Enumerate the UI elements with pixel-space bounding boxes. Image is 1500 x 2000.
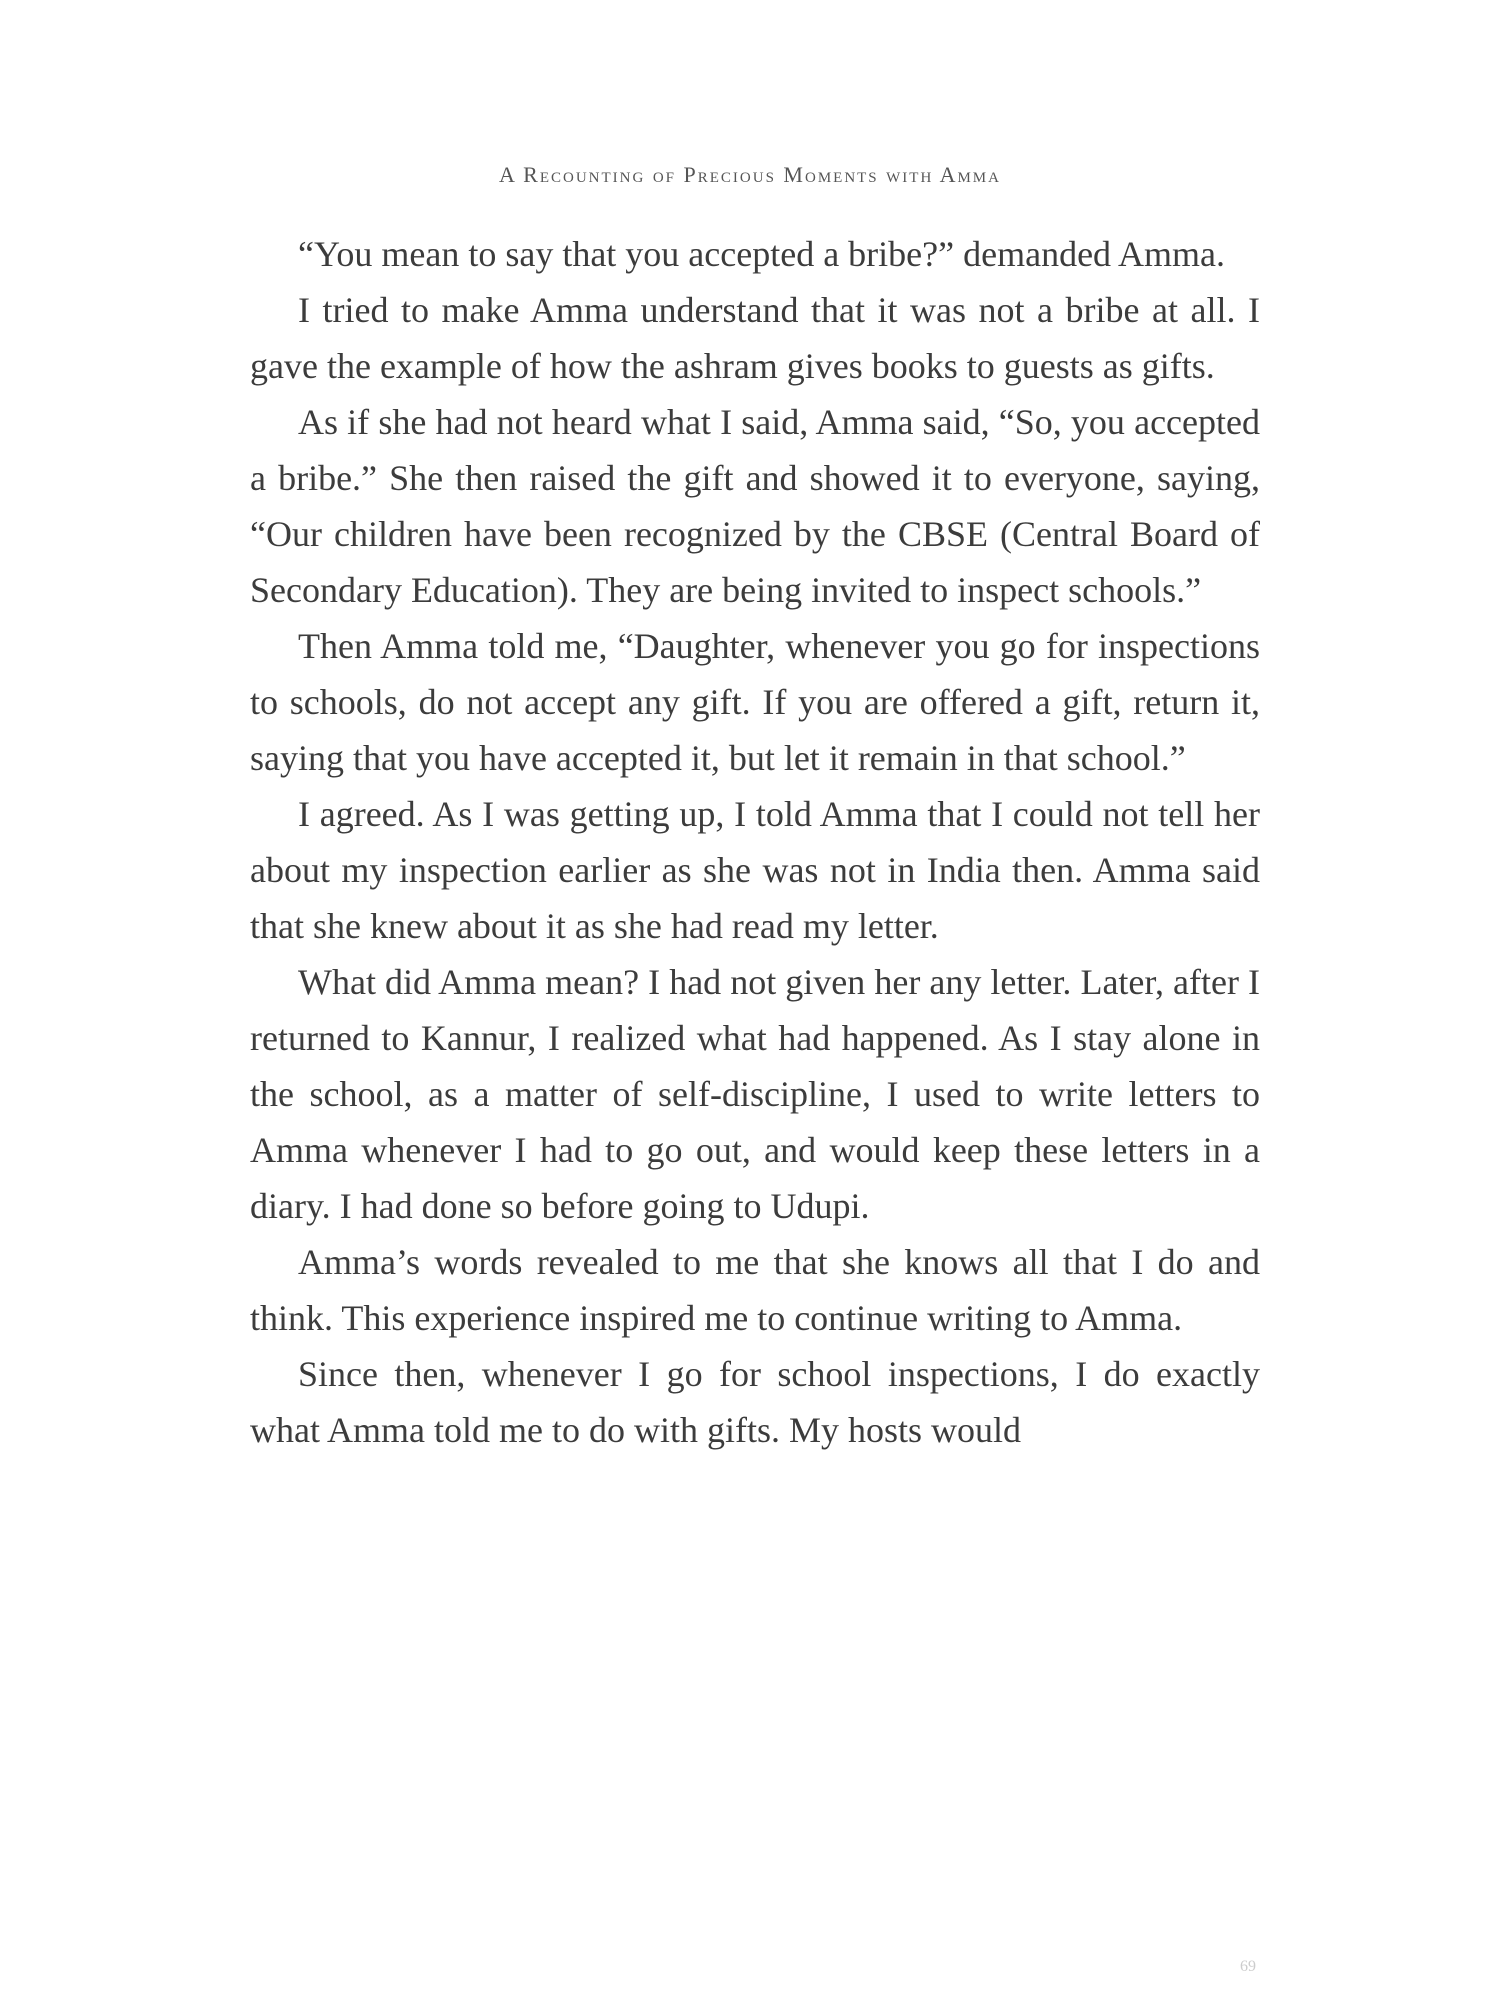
body-text bbox=[250, 226, 1260, 1458]
page-number: 69 bbox=[1240, 1958, 1256, 1975]
paragraph-4: Then Amma told me, “Daughter, whenever you go for inspections to schools, do not accept any gift. If you are offered a gift, return it, saying that you have accepted it, but let it remain in that school.” bbox=[250, 626, 1260, 778]
paragraph-2: I tried to make Amma understand that it was not a bribe at all. I gave the example of how the ashram gives books to guests as gifts. bbox=[250, 290, 1260, 386]
running-header: A Recounting of Precious Moments with Amma bbox=[499, 162, 1001, 187]
paragraph-5: I agreed. As I was getting up, I told Amma that I could not tell her about my inspection earlier as she was not in India then. Amma said that she knew about it as she had read my letter. bbox=[250, 794, 1260, 946]
paragraph-7: Amma’s words revealed to me that she knows all that I do and think. This experience inspired me to continue writing to Amma. bbox=[250, 1242, 1260, 1338]
paragraph-6: What did Amma mean? I had not given her any letter. Later, after I returned to Kannur, I realized what had happened. As I stay alone in the school, as a matter of self-discipline, I used to write letters to Amma whenever I had to go out, and would keep these letters in a diary. I had done so before going to Udupi. bbox=[250, 962, 1260, 1226]
paragraph-1: “You mean to say that you accepted a bribe?” demanded Amma. bbox=[298, 234, 1226, 274]
paragraph-3: As if she had not heard what I said, Amma said, “So, you accepted a bribe.” She then raised the gift and showed it to everyone, saying, “Our children have been recognized by the CBSE (Central Board of Secondary Education). They are being invited to inspect schools.” bbox=[250, 402, 1260, 610]
paragraph-8: Since then, whenever I go for school inspections, I do exactly what Amma told me to do with gifts. My hosts would bbox=[250, 1354, 1260, 1450]
